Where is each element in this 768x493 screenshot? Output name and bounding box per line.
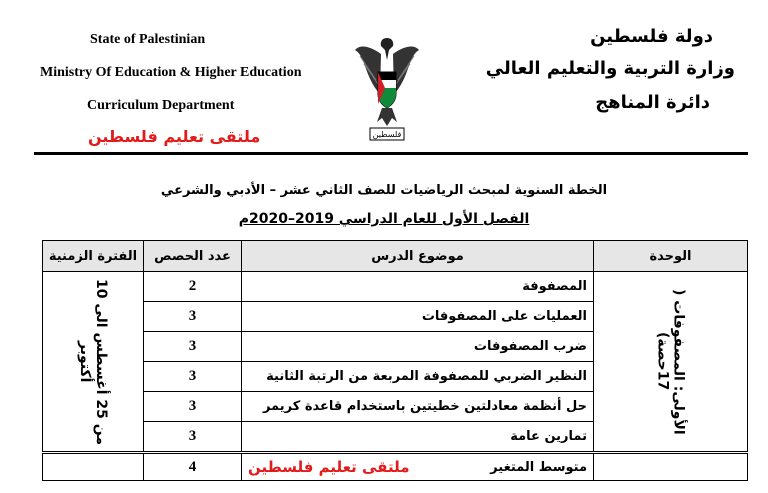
header-topic: موضوع الدرس xyxy=(242,241,594,272)
lesson-count: 3 xyxy=(144,302,242,332)
forum-label: ملتقى تعليم فلسطين xyxy=(88,127,261,146)
period-cell-next xyxy=(43,453,144,481)
lesson-topic: ضرب المصفوفات xyxy=(242,332,594,362)
lesson-count: 3 xyxy=(144,332,242,362)
plan-title: الخطة السنوية لمبحث الرياضيات للصف الثاني عشر – الأدبي والشرعي xyxy=(160,183,608,198)
header-unit: الوحدة xyxy=(594,241,748,272)
state-name-en: State of Palestinian xyxy=(90,32,206,47)
lesson-topic: النظير الضربي للمصفوفة المربعة من الرتبة الثانية xyxy=(242,362,594,392)
lesson-topic: حل أنظمة معادلتين خطيتين باستخدام قاعدة كريمر xyxy=(242,392,594,422)
header-period: الفترة الزمنية xyxy=(43,241,144,272)
ministry-name-en: Ministry Of Education & Higher Education xyxy=(40,65,302,80)
lesson-count: 2 xyxy=(144,272,242,302)
semester-title: الفصل الأول للعام الدراسي 2019–2020م xyxy=(238,211,530,227)
lesson-count: 3 xyxy=(144,422,242,453)
unit-cell-next xyxy=(594,453,748,481)
lesson-count: 3 xyxy=(144,362,242,392)
header-divider xyxy=(34,152,748,155)
forum-watermark: ملتقى تعليم فلسطين xyxy=(248,458,410,476)
lesson-count: 3 xyxy=(144,392,242,422)
unit-label: الأولى: المصفوفات ( 17حصة) xyxy=(654,288,687,435)
department-name-ar: دائرة المناهج xyxy=(595,92,710,113)
lesson-topic: المصفوفة xyxy=(242,272,594,302)
period-cell xyxy=(43,272,144,453)
period-label: من 25 أغسطس الى 10 أكتوبر xyxy=(77,278,109,445)
department-name-en: Curriculum Department xyxy=(87,98,235,113)
lesson-topic: العمليات على المصفوفات xyxy=(242,302,594,332)
header-count: عدد الحصص xyxy=(144,241,242,272)
palestine-emblem-icon xyxy=(352,24,422,152)
unit-cell xyxy=(594,272,748,453)
next-topic-cell xyxy=(242,453,594,481)
table-row xyxy=(43,453,748,481)
state-name-ar: دولة فلسطين xyxy=(590,26,713,47)
lesson-topic: متوسط المتغير xyxy=(490,459,587,475)
table-row xyxy=(43,272,748,302)
emblem-caption: فلسطين xyxy=(372,130,402,139)
lesson-topic: تمارين عامة xyxy=(242,422,594,453)
annual-plan-table xyxy=(42,240,748,481)
ministry-name-ar: وزارة التربية والتعليم العالي xyxy=(485,58,735,79)
table-header-row xyxy=(43,241,748,272)
lesson-count: 4 xyxy=(144,453,242,481)
